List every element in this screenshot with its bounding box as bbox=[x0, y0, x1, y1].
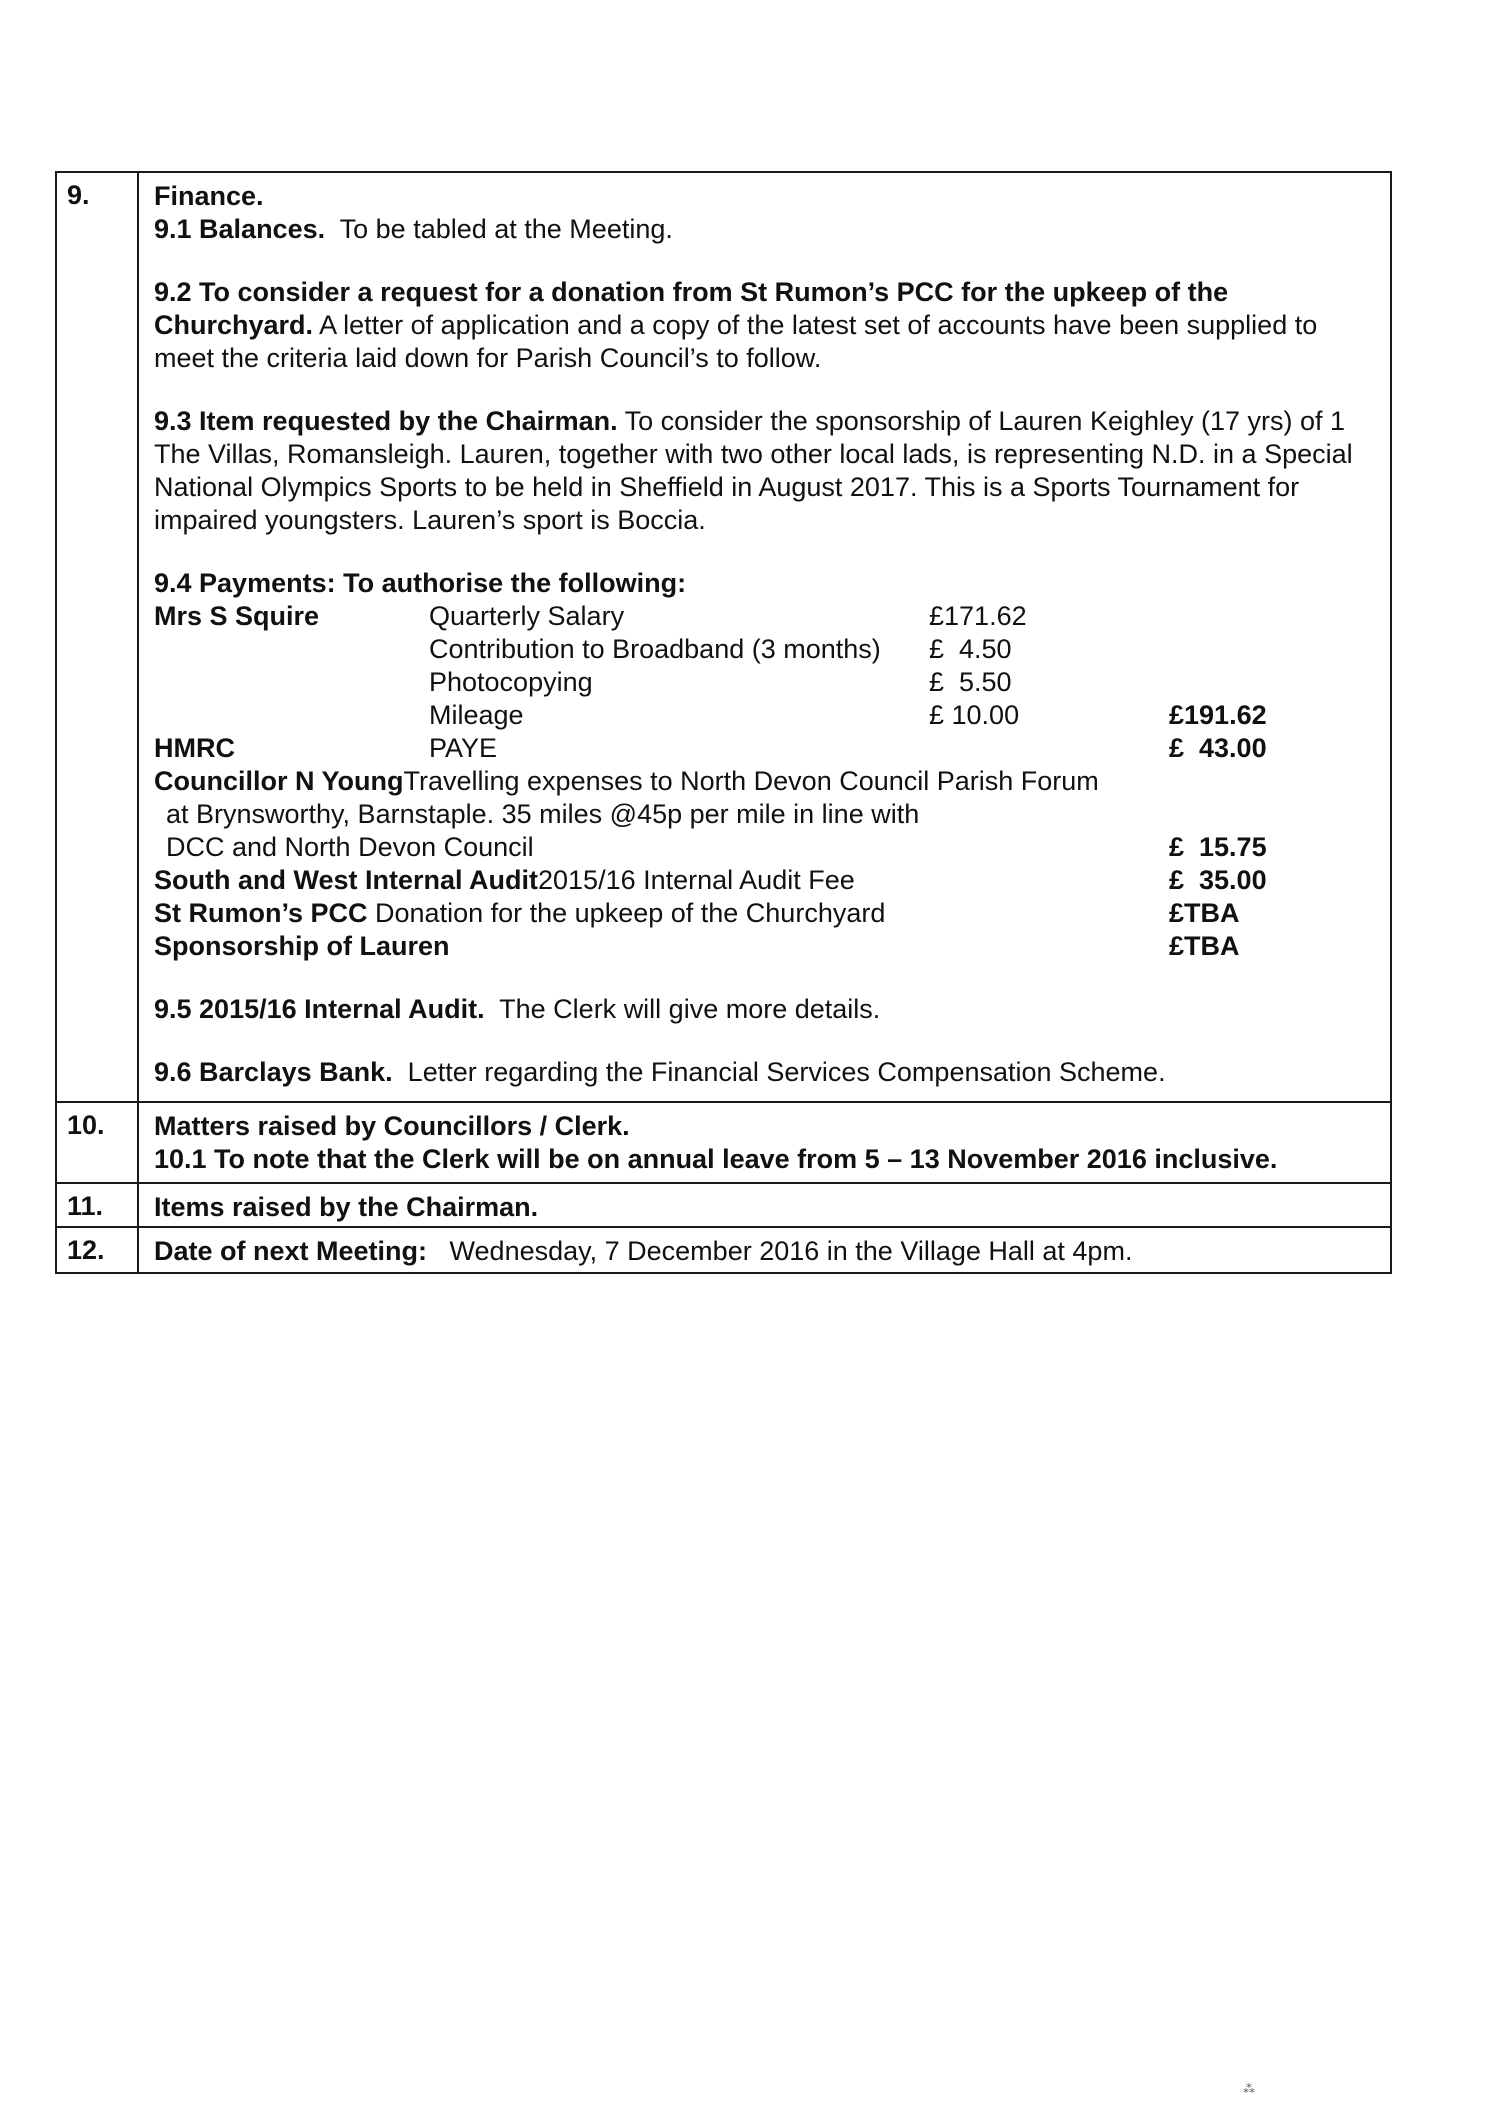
payment-row bbox=[154, 864, 1380, 897]
payment-line bbox=[154, 864, 855, 897]
barclays-paragraph bbox=[154, 1056, 1380, 1089]
payment-row bbox=[154, 699, 1380, 732]
payment-item: Mileage bbox=[429, 700, 524, 730]
payment-line bbox=[154, 897, 886, 930]
payment-amount: £171.62 bbox=[929, 601, 1027, 631]
item-title: Date of next Meeting: bbox=[154, 1236, 428, 1266]
internal-audit-text: The Clerk will give more details. bbox=[499, 994, 881, 1024]
next-meeting-text: Wednesday, 7 December 2016 in the Village Hall at 4pm. bbox=[449, 1236, 1133, 1266]
payment-item: PAYE bbox=[429, 733, 498, 763]
barclays-text: Letter regarding the Financial Services Compensation Scheme. bbox=[407, 1057, 1166, 1087]
payment-total: £TBA bbox=[1169, 931, 1240, 961]
payment-amount: £ 5.50 bbox=[929, 667, 1012, 697]
item-content bbox=[138, 172, 1391, 1102]
item-number: 12. bbox=[56, 1227, 138, 1273]
item-number: 9. bbox=[56, 172, 138, 1102]
payment-item: Travelling expenses to North Devon Council Parish Forum bbox=[403, 766, 1099, 796]
payment-item: 2015/16 Internal Audit Fee bbox=[538, 865, 855, 895]
next-meeting-paragraph bbox=[154, 1235, 1380, 1268]
payee-name: Sponsorship of Lauren bbox=[154, 931, 450, 961]
payment-row bbox=[154, 600, 1380, 633]
donation-paragraph bbox=[154, 276, 1380, 375]
item-number: 11. bbox=[56, 1183, 138, 1227]
sponsorship-label: 9.3 Item requested by the Chairman. bbox=[154, 406, 618, 436]
payment-row bbox=[154, 831, 1380, 864]
payment-amount: £ 4.50 bbox=[929, 634, 1012, 664]
payment-row bbox=[154, 732, 1380, 765]
payment-item: Donation for the upkeep of the Churchyard bbox=[375, 898, 886, 928]
payment-total: £191.62 bbox=[1169, 700, 1267, 730]
agenda-row-chairman bbox=[56, 1183, 1391, 1227]
payments-heading: 9.4 Payments: To authorise the following: bbox=[154, 568, 687, 598]
agenda-table bbox=[55, 171, 1392, 1274]
payment-total: £ 35.00 bbox=[1169, 865, 1267, 895]
payment-row bbox=[154, 798, 1380, 831]
agenda-row-matters bbox=[56, 1102, 1391, 1183]
balances-paragraph bbox=[154, 213, 1380, 246]
payment-total: £ 43.00 bbox=[1169, 733, 1267, 763]
payment-item: Quarterly Salary bbox=[429, 601, 625, 631]
donation-text: A letter of application and a copy of the latest set of accounts have been supplied to meet the criteria laid down for Parish Council’s to follow. bbox=[154, 310, 1318, 373]
payee-name: HMRC bbox=[154, 733, 235, 763]
item-title: Items raised by the Chairman. bbox=[154, 1192, 539, 1222]
item-content bbox=[138, 1227, 1391, 1273]
payee-name: South and West Internal Audit bbox=[154, 865, 538, 895]
item-content bbox=[138, 1183, 1391, 1227]
payment-amount: £ 10.00 bbox=[929, 700, 1020, 730]
payee-name: Mrs S Squire bbox=[154, 601, 320, 631]
payee-name: St Rumon’s PCC bbox=[154, 898, 368, 928]
item-number: 10. bbox=[56, 1102, 138, 1183]
sponsorship-text: To consider the sponsorship of Lauren Keighley (17 yrs) of 1 The Villas, Romansleigh. Lauren, together with two other local lads, is representing N.D. in a Special National Olympics Sports to be held in Sheffield in August 2017. This is a Sports Tournament for impaired youngsters. Lauren’s sport is Boccia. bbox=[154, 406, 1353, 535]
payment-total: £TBA bbox=[1169, 898, 1240, 928]
barclays-label: 9.6 Barclays Bank. bbox=[154, 1057, 393, 1087]
balances-label: 9.1 Balances. bbox=[154, 214, 326, 244]
payment-line bbox=[154, 765, 1099, 798]
scan-mark: ⁂ bbox=[1243, 2082, 1255, 2096]
item-title: Matters raised by Councillors / Clerk. bbox=[154, 1111, 630, 1141]
payee-name: Councillor N Young bbox=[154, 766, 404, 796]
item-content bbox=[138, 1102, 1391, 1183]
balances-text: To be tabled at the Meeting. bbox=[339, 214, 673, 244]
payment-item: Photocopying bbox=[429, 667, 593, 697]
internal-audit-label: 9.5 2015/16 Internal Audit. bbox=[154, 994, 485, 1024]
donation-label: 9.2 To consider a request for a donation from St Rumon’s PCC for the upkeep of the Churchyard. bbox=[154, 277, 1229, 340]
agenda-row-finance bbox=[56, 172, 1391, 1102]
payment-item: Contribution to Broadband (3 months) bbox=[429, 634, 881, 664]
payment-item: at Brynsworthy, Barnstaple. 35 miles @45p per mile in line with bbox=[166, 799, 920, 829]
payment-row bbox=[154, 897, 1380, 930]
payment-total: £ 15.75 bbox=[1169, 832, 1267, 862]
payment-row bbox=[154, 765, 1380, 798]
payment-item: DCC and North Devon Council bbox=[166, 832, 534, 862]
agenda-row-next-meeting bbox=[56, 1227, 1391, 1273]
item-title: Finance. bbox=[154, 181, 264, 211]
payment-row bbox=[154, 930, 1380, 963]
payment-row bbox=[154, 633, 1380, 666]
leave-note: 10.1 To note that the Clerk will be on annual leave from 5 – 13 November 2016 inclusive. bbox=[154, 1144, 1278, 1174]
sponsorship-paragraph bbox=[154, 405, 1380, 537]
payment-row bbox=[154, 666, 1380, 699]
internal-audit-paragraph bbox=[154, 993, 1380, 1026]
